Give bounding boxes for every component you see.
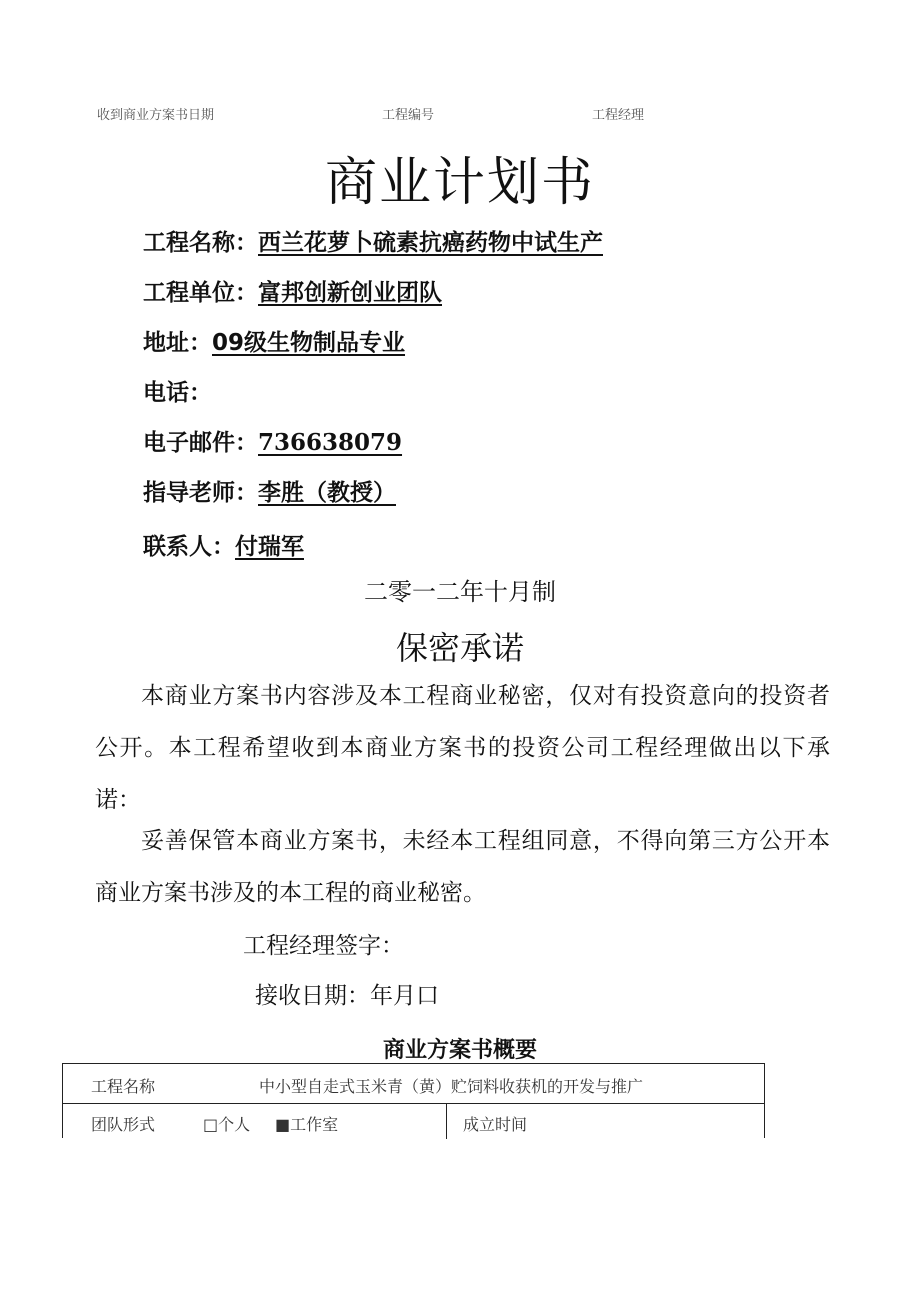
confidentiality-paragraph: 本商业方案书内容涉及本工程商业秘密，仅对有投资意向的投资者公开。本工程希望收到本商业方案书的投资公司工程经理做出以下承诺： [95, 683, 830, 813]
email-label: 电子邮件： [143, 430, 258, 456]
address-label: 地址： [143, 330, 212, 356]
table-row [63, 1104, 764, 1139]
info-row-project-name [143, 224, 603, 257]
table-row [63, 1064, 764, 1104]
project-unit-value: 富邦创新创业团队 [258, 280, 442, 306]
contact-label: 联系人： [143, 534, 235, 560]
summary-project-name-label: 工程名称 [91, 1077, 156, 1096]
project-unit-label: 工程单位： [143, 280, 258, 306]
summary-title: 商业方案书概要 [382, 1038, 537, 1063]
info-row-project-unit [143, 274, 442, 307]
phone-label: 电话： [143, 380, 212, 406]
project-manager-label: 工程经理 [592, 108, 645, 123]
info-row-advisor [143, 474, 396, 507]
advisor-label: 指导老师： [143, 480, 258, 506]
info-row-email [143, 424, 402, 457]
info-row-address [143, 324, 405, 357]
received-date-label: 收到商业方案书日期 [97, 108, 215, 123]
project-number-label: 工程编号 [382, 108, 435, 123]
confidentiality-commitment: 妥善保管本商业方案书，未经本工程组同意，不得向第三方公开本商业方案书涉及的本工程的商业秘密。 [95, 828, 830, 906]
page-title: 商业计划书 [324, 153, 595, 213]
confidentiality-title: 保密承诺 [395, 629, 524, 667]
info-row-contact [143, 528, 304, 561]
address-value: 09级生物制品专业 [212, 330, 406, 356]
team-option-individual: □个人 [203, 1115, 251, 1134]
info-row-phone [143, 374, 212, 407]
email-value: 736638079 [258, 429, 403, 456]
date-made: 二零一二年十月制 [364, 578, 556, 606]
manager-signature-label: 工程经理签字： [243, 933, 404, 959]
summary-project-name-value: 中小型自走式玉米青（黄）贮饲料收获机的开发与推广 [259, 1077, 644, 1096]
contact-value: 付瑞军 [235, 534, 304, 560]
cell-divider [446, 1104, 447, 1139]
summary-table [62, 1063, 765, 1138]
project-name-value: 西兰花萝卜硫素抗癌药物中试生产 [258, 230, 603, 256]
project-name-label: 工程名称： [143, 230, 258, 256]
established-time-label: 成立时间 [463, 1115, 528, 1134]
advisor-value: 李胜（教授） [258, 480, 396, 506]
team-form-label: 团队形式 [91, 1115, 156, 1134]
team-option-studio: ■工作室 [275, 1115, 339, 1134]
receive-date-label: 接收日期：年月口 [255, 983, 439, 1009]
